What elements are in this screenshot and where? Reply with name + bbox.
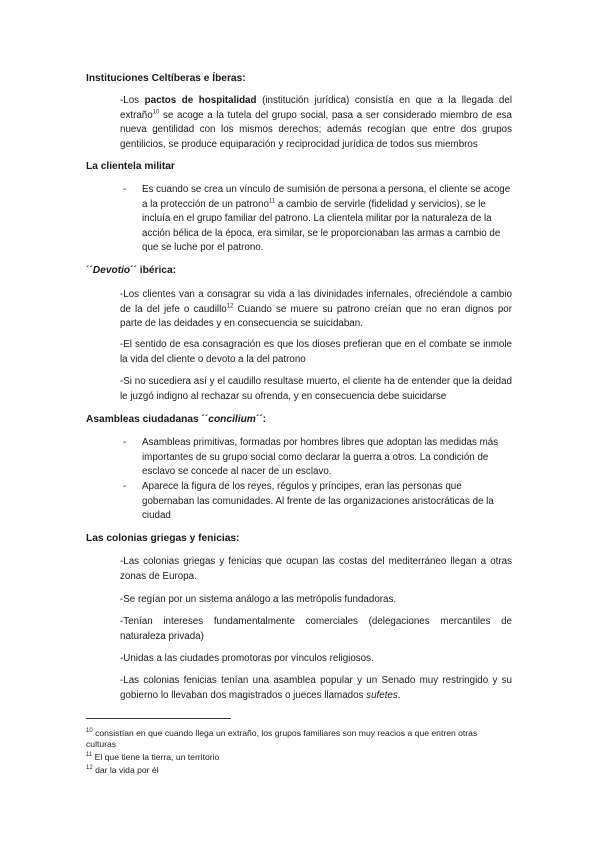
footnote-text: El que tiene la tierra, un territorio: [92, 752, 220, 762]
text: ´´: [86, 265, 93, 276]
text: Es cuando se crea un vínculo de sumisión de persona a persona, el cliente se acoge a la protección de un patrono: [142, 184, 511, 210]
footnote-ref: 12: [226, 303, 234, 310]
text: -Las colonias griegas y fenicias que ocupan las costas del mediterráneo llegan a otras zonas de Europa.: [120, 556, 512, 582]
paragraph-colonias-3: [120, 615, 512, 644]
bullet-dash: -: [123, 184, 127, 195]
text: -Se regían por un sistema análogo a las metrópolis fundadoras.: [120, 594, 397, 605]
text: -El sentido de esa consagración es que los dioses prefieran que en el combate se inmole la vida del cliente o devoto a la del patrono: [120, 339, 512, 365]
text: ´´:: [255, 414, 267, 425]
footnote-text: dar la vida por él: [92, 765, 159, 775]
paragraph-colonias-5: [120, 674, 512, 703]
footnote-11: [86, 752, 506, 763]
text: -Los clientes van a consagrar su vida a las divinidades infernales, ofreciéndole a cambio de la del jefe o caudillo: [120, 289, 512, 315]
footnote-12: [86, 765, 506, 776]
text: -Las colonias fenicias tenían una asamblea popular y un Senado muy restringido y su gobierno lo llevaban dos magistrados o jueces llamados: [120, 675, 512, 701]
text: Cuando se muere su patrono creían que no eran dignos por parte de las deidades y en consecuencia se suicidaban.: [120, 303, 512, 330]
paragraph-colonias-1: [120, 555, 512, 584]
text: (institución jurídica) consistía en que a la llegada del extraño: [120, 95, 512, 121]
heading-text: Instituciones Celtíberas e Íberas:: [86, 73, 246, 84]
bullet-asambleas-2: [142, 480, 514, 524]
bullet-clientela: [142, 183, 514, 256]
bullet-asambleas-1: [142, 436, 514, 480]
footnote-separator: [86, 718, 231, 719]
heading-text: Las colonias griegas y fenicias:: [86, 533, 240, 544]
paragraph-devotio-3: [120, 375, 512, 404]
bullet-dash: -: [123, 481, 127, 492]
text: -Los: [120, 95, 145, 106]
bold-term: pactos de hospitalidad: [144, 95, 257, 106]
text: -Si no sucediera así y el caudillo resultase muerto, el cliente ha de entender que la deidad le juzgó indigno al rechazar su ofrenda, y en consecuencia debe suicidarse: [120, 376, 512, 402]
heading-instituciones: [86, 73, 246, 85]
italic-term: concilium: [208, 414, 256, 425]
footnote-number: 11: [86, 752, 93, 759]
italic-term: sufetes: [366, 689, 398, 701]
text: -Tenían intereses fundamentalmente comerciales (delegaciones mercantiles de naturaleza privada): [120, 616, 512, 642]
heading-asambleas: [86, 414, 266, 426]
heading-text: La clientela militar: [86, 161, 175, 172]
text: -Unidas a las ciudades promotoras por vínculos religiosos.: [120, 653, 374, 664]
paragraph-colonias-4: [120, 652, 512, 667]
paragraph-devotio-2: [120, 338, 512, 367]
text: se acoge a la tutela del grupo social, pasa a ser considerado miembro de esa nueva gentilidad con los mismos derechos; además recogían que entre dos grupos gentilicios, se produce equiparación y reciprocidad jurídica de todos sus miembros: [120, 109, 512, 150]
text: Asambleas ciudadanas ´´: [86, 414, 209, 425]
text: ´´ ibérica:: [130, 265, 177, 276]
heading-devotio: [86, 265, 176, 277]
paragraph-pactos: [120, 94, 512, 152]
paragraph-colonias-2: [120, 593, 512, 608]
footnote-ref: 11: [268, 198, 276, 205]
heading-clientela: [86, 161, 175, 173]
heading-colonias: [86, 533, 239, 545]
footnote-number: 10: [86, 728, 93, 735]
text: .: [397, 689, 401, 701]
footnote-10: [86, 728, 506, 750]
bullet-dash: -: [123, 437, 127, 448]
text: a cambio de servirle (fidelidad y servicios), se le incluía en el grupo familiar del patrono. La clientela militar por la naturaleza de la acción bélica de la época, era similar, se le proporcionaban las armas a cambio de que se luche por el patrono.: [142, 198, 501, 254]
footnote-text: consistían en que cuando llega un extraño, los grupos familiares son muy reacios a que entren otras culturas: [86, 728, 478, 749]
paragraph-devotio-1: [120, 288, 512, 332]
text: Aparece la figura de los reyes, régulos y príncipes, eran las personas que gobernaban las comunidades. Al frente de las organizaciones aristocráticas de la ciudad: [142, 481, 494, 522]
footnote-number: 12: [86, 765, 93, 772]
italic-term: Devotio: [92, 265, 131, 276]
footnote-ref: 10: [152, 109, 160, 116]
text: Asambleas primitivas, formadas por hombres libres que adoptan las medidas más importantes de su grupo social como declarar la guerra a otros. La condición de esclavo se concede al nacer de un esclavo.: [142, 437, 499, 478]
